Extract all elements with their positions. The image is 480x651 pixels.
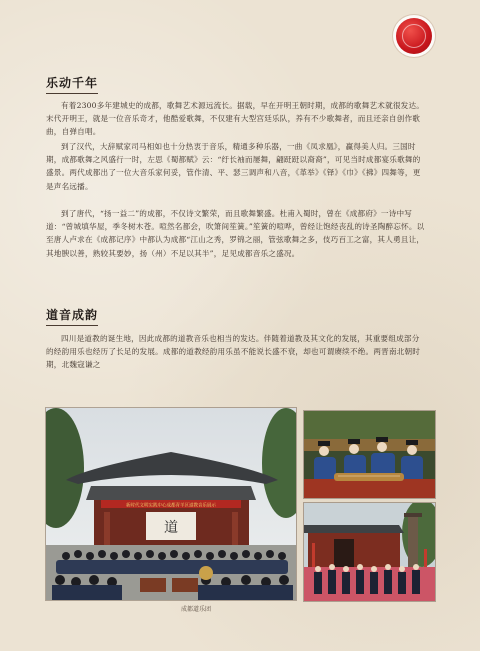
page-seal (396, 18, 432, 54)
svg-text:道: 道 (164, 520, 178, 536)
guzheng-musicians-photo (304, 411, 435, 498)
section2-paragraph-1: 四川是道教的诞生地，因此成都的道教音乐也相当的发达。伴随着道教及其文化的发展，其重要组成部分的经韵用乐也经历了长足的发展。成都的道教经韵用乐虽不能说长盛不衰，却也可谓赓续不绝。两晋南北朝时期，北魏寇谦之 (46, 334, 421, 370)
temple-orchestra-photo (46, 408, 296, 600)
section-heading-2: 道音成韵 (46, 306, 98, 326)
section-heading-1: 乐动千年 (46, 74, 98, 94)
procession-photo (304, 503, 435, 601)
section1-paragraph-3: 到了唐代，“扬一益二”的成都，不仅诗文繁荣，而且歌舞繁盛。杜甫入蜀时，曾在《成都府》一诗中写道：“曾城填华屋，季冬树木苍。喧然名都会，吹箫间笙簧。”笙簧的喧哗，曾经让饱经丧乱的诗圣陶醉忘怀。以至唐人卢求在《成都记序》中都认为成都“江山之秀，罗锦之丽，管弦歌舞之多，伎巧百工之富，其人勇且让，其地腴以善，熟较其要妙，扬（州）不足以其半”，足见成都音乐之盛况。 (46, 209, 425, 258)
section1-paragraph-2: 到了汉代，大辞赋家司马相如也十分热衷于音乐，精通多种乐器，一曲《凤求凰》，赢得美人归。三国时期，成都歌舞之风盛行一时，左思《蜀都赋》云：“纡长袖而屡舞，翩跹跹以裔裔”，可见当时成都宴乐歌舞的盛景。两代成都出了一位大音乐家何妥，管作清、平、瑟三调声和八音，《革举》《铎》《巾》《拂》四舞等，更是声名远播。 (46, 142, 421, 191)
section1-paragraph-1: 有着2300多年建城史的成都，歌舞艺术源远流长。据载，早在开明王朝时期，成都的歌舞艺术就很发达。末代开明王，就是一位音乐奇才，他酷爱歌舞，不仅建有大型宫廷乐队，养有不少歌舞者，而且还亲自创作歌曲，自弹自唱。 (46, 101, 425, 137)
photo-caption: 成都道乐团 (180, 606, 211, 613)
temple-banner-text: 新时代文明实践中心成都青羊区道教音乐展示 (126, 503, 216, 509)
